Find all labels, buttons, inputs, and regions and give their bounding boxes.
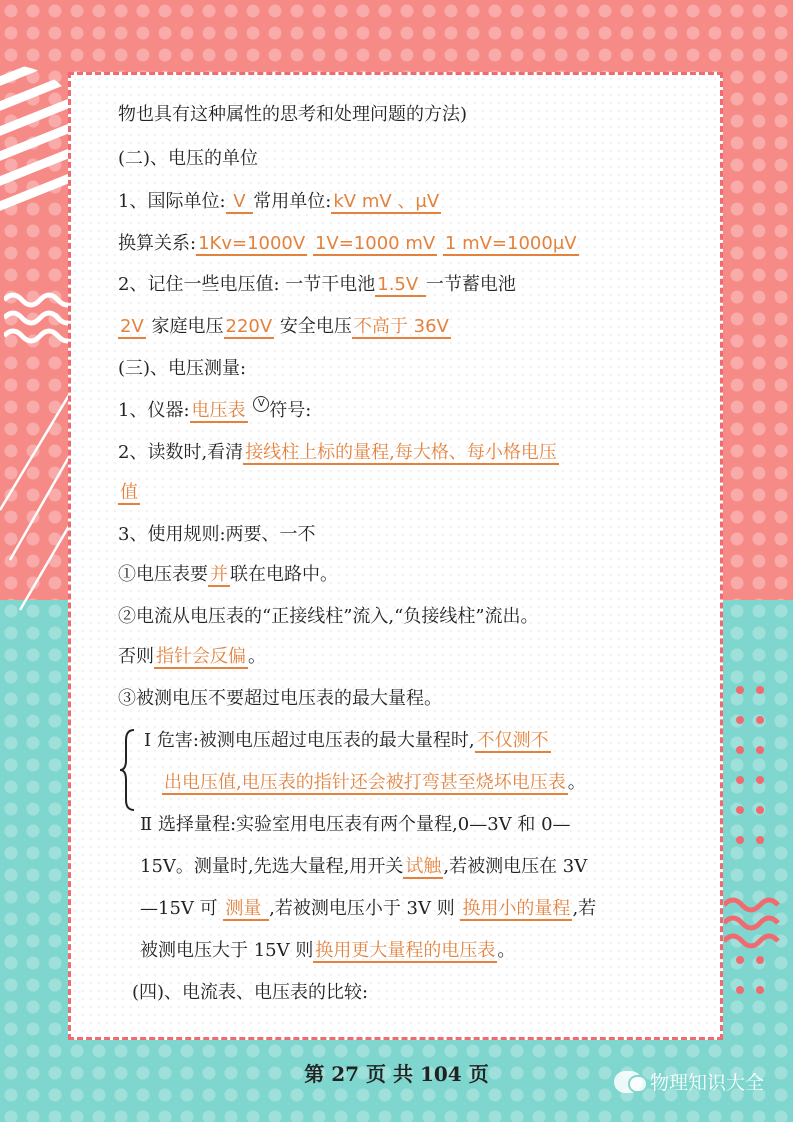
decor-dots-right [728,680,788,1000]
watermark-text: 物理知识大全 [650,1072,765,1094]
text-segment: ②电流从电压表的“正接线柱”流入,“负接线柱”流出。 [118,606,539,627]
text-line [118,356,246,382]
answer-blank: 1 mV=1000μV [444,233,577,254]
text-line [140,854,587,880]
text-segment: —15V 可 [140,898,224,919]
text-line [118,189,441,215]
text-line [118,644,266,670]
text-line [118,440,559,466]
text-segment: 。 [248,646,266,667]
text-segment: 一节蓄电池 [425,274,516,295]
answer-blank: 指针会反偏 [156,646,246,667]
text-segment: 被测电压大于 15V 则 [140,940,314,961]
text-segment: ,若被测电压小于 3V 则 [269,898,461,919]
decor-waves-left [4,290,74,350]
text-line [118,231,579,257]
text-segment: 家庭电压 [145,316,224,337]
text-line [144,728,551,754]
text-segment: 否则 [118,646,154,667]
text-segment: 常用单位: [253,191,332,212]
text-line [118,604,539,630]
voltmeter-symbol-icon: V [253,396,269,412]
watermark [614,1068,764,1095]
answer-blank: 试触 [405,856,442,877]
text-line [118,562,338,588]
text-line [118,314,451,340]
text-segment: ③被测电压不要超过电压表的最大量程。 [118,688,442,709]
text-segment: 。 [497,940,516,961]
answer-blank: 1Kv=1000V [198,233,306,254]
text-segment: ①电压表要 [118,564,208,585]
answer-blank: 出电压值,电压表的指针还会被打弯甚至烧坏电压表 [164,772,566,793]
answer-blank: 值 [120,482,138,503]
text-segment: 1、仪器: [118,400,190,421]
answer-blank: 测量 [225,898,268,919]
text-segment: 物也具有这种属性的思考和处理问题的方法) [118,104,468,125]
text-line [140,938,515,964]
text-segment: ,若被测电压在 3V [443,856,588,877]
text-line [118,146,258,172]
text-segment: 2、读数时,看清 [118,442,244,463]
answer-blank: 并 [210,564,228,585]
text-segment: 换算关系: [118,233,197,254]
answer-blank: 电压表 [191,400,246,421]
text-segment: 1、国际单位: [118,191,226,212]
text-segment: 3、使用规则:两要、一不 [118,524,316,545]
text-segment: Ⅰ 危害:被测电压超过电压表的最大量程时, [144,730,475,751]
answer-blank: 接线柱上标的量程,每大格、每小格电压 [245,442,557,463]
text-segment: Ⅱ 选择量程:实验室用电压表有两个量程,0—3V 和 0— [140,814,571,835]
answer-blank: 不仅测不 [476,730,549,751]
text-segment: 符号: [269,400,312,421]
answer-blank: 换用更大量程的电压表 [315,940,496,961]
text-line [140,812,571,838]
answer-blank: 1V=1000 mV [314,233,436,254]
answer-blank: 2V [120,316,144,337]
curly-brace [120,728,136,812]
text-segment: 安全电压 [274,316,352,337]
document-page [68,72,723,1040]
answer-blank: 220V [225,316,273,337]
text-line [118,480,140,506]
answer-blank: 换用小的量程 [462,898,571,919]
text-segment: (四)、电流表、电压表的比较: [132,982,369,1003]
text-segment: 。 [567,772,586,793]
text-segment: 联在电路中。 [230,564,338,585]
text-line [162,770,586,796]
answer-blank: V [227,191,252,212]
text-line [118,398,311,424]
text-segment: (三)、电压测量: [118,358,247,379]
wechat-icon [614,1071,642,1093]
text-line [118,522,316,548]
answer-blank: kV mV 、μV [333,191,440,212]
page-footer: 第 27 页 共 104 页 [304,1062,489,1086]
text-line [118,686,442,712]
text-segment: ,若 [572,898,597,919]
text-line [118,272,516,298]
text-line [140,896,596,922]
answer-blank: 不高于 36V [353,316,449,337]
text-segment: (二)、电压的单位 [118,148,259,169]
text-segment: 2、记住一些电压值: 一节干电池 [118,274,376,295]
text-line [132,980,368,1006]
text-segment: 15V。测量时,先选大量程,用开关 [140,856,404,877]
answer-blank: 1.5V [377,274,424,295]
text-line [118,102,467,128]
